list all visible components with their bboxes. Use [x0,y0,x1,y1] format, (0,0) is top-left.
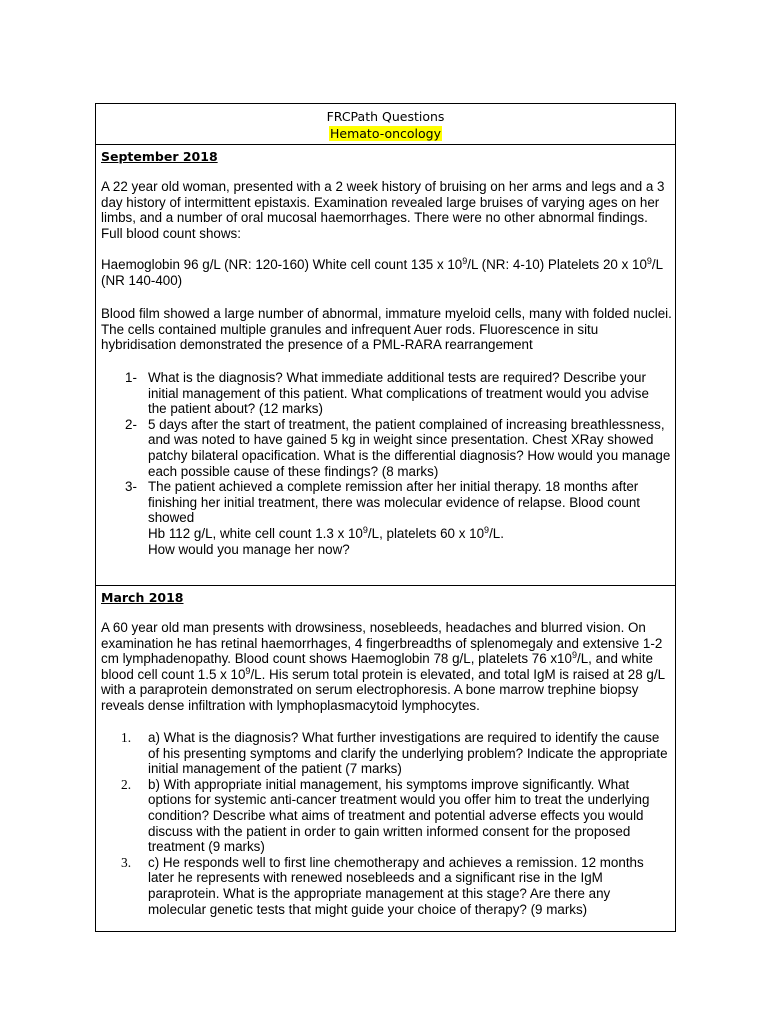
list-item [96,417,677,479]
item-number: 1. [121,730,132,745]
labs-text-3: /L. [489,525,504,541]
document-subtitle-highlighted: Hemato-oncology [330,126,441,141]
case-exponent-1: 9 [571,650,577,661]
relapse-labs [148,526,504,541]
document-title: FRCPath Questions [326,109,445,124]
section-march-2018 [96,585,675,931]
labs-exponent-2: 9 [484,525,490,535]
list-item [96,370,677,417]
full-blood-count [101,257,673,288]
question-table [95,103,676,932]
item-text: What is the diagnosis? What immediate additional tests are required? Describe your initial management of this patient. What complications of treatment would you advise the patient about? (12 marks) [148,370,649,417]
fbc-text-2: /L (NR: 4-10) Platelets 20 x 10 [467,257,647,272]
item-number: 2. [121,776,132,792]
item-text: 5 days after the start of treatment, the patient complained of increasing breathlessness, and was noted to have gained 5 kg in weight since presentation. Chest XRay showed patchy bilateral opacification. What is the differential diagnosis? How would you manage each possible cause of these findings? (8 marks) [148,416,671,479]
fbc-exponent-1: 9 [462,256,468,267]
case-text-3: /L. His serum total protein is elevated, and total IgM is raised at 28 g/L with a paraprotein demonstrated on serum electrophoresis. A bone marrow trephine biopsy reveals dense infiltration with lymphoplasmacytoid lymphocytes. [101,666,665,713]
item-text: c) He responds well to first line chemotherapy and achieves a remission. 12 months later he represents with renewed nosebleeds and a significant rise in the IgM paraprotein. What is the appropriate management at this stage? Are there any molecular genetic tests that might guide your choice of therapy? (9 marks) [148,854,644,917]
item-number: 3- [125,479,137,495]
item-text: The patient achieved a complete remission after her initial therapy. 18 months after finishing her initial treatment, there was molecular evidence of relapse. Blood count showed [148,479,641,526]
list-item [96,855,677,917]
item-number: 2- [125,416,137,432]
labs-exponent-1: 9 [362,525,368,535]
case-text-1: A 60 year old man presents with drowsiness, nosebleeds, headaches and blurred vision. On examination he has retinal haemorrhages, 4 fingerbreadths of splenomegaly and extensive 1-2 cm lymphadenopathy. Blood count shows Haemoglobin 78 g/L, platelets 76 x10 [101,620,663,667]
item-text: a) What is the diagnosis? What further investigations are required to identify the cause of his presenting symptoms and clarify the underlying problem? Indicate the appropriate initial management of the patient (7 marks) [148,730,668,777]
section-september-2018 [96,145,675,585]
list-item [96,730,677,777]
question-list [96,370,677,557]
blood-film-description: Blood film showed a large number of abnormal, immature myeloid cells, many with folded nuclei. The cells contained multiple granules and infrequent Auer rods. Fluorescence in situ hybridisation demonstrated the presence of a PML-RARA rearrangement [101,306,672,353]
section-heading: March 2018 [101,590,184,605]
labs-text-1: Hb 112 g/L, white cell count 1.3 x 10 [148,525,363,541]
case-text-2: /L, and white blood cell count 1.5 x 10 [101,651,653,682]
section-heading: September 2018 [101,149,218,164]
followup-question: How would you manage her now? [148,541,350,557]
fbc-text-1: Haemoglobin 96 g/L (NR: 120-160) White cell count 135 x 10 [101,257,463,272]
document-header [96,104,675,145]
case-description: A 22 year old woman, presented with a 2 week history of bruising on her arms and legs and a 3 day history of intermittent epistaxis. Examination revealed large bruises of varying ages on her limbs, and a number of oral mucosal haemorrhages. There were no other abnormal findings. Full blood count shows: [101,179,665,241]
item-number: 3. [121,854,132,870]
list-item [96,479,677,557]
item-number: 1- [125,370,137,385]
list-item [96,777,677,855]
question-list [96,730,677,917]
item-text: b) With appropriate initial management, his symptoms improve significantly. What options for systemic anti-cancer treatment would you offer him to treat the underlying condition? Describe what aims of treatment and potential adverse effects you would discuss with the patient in order to gain written informed consent for the proposed treatment (9 marks) [148,776,650,855]
fbc-text-3: /L (NR 140-400) [101,257,663,288]
labs-text-2: /L, platelets 60 x 10 [367,525,485,541]
case-exponent-2: 9 [245,665,251,676]
case-description [101,620,673,714]
fbc-exponent-2: 9 [646,256,652,267]
